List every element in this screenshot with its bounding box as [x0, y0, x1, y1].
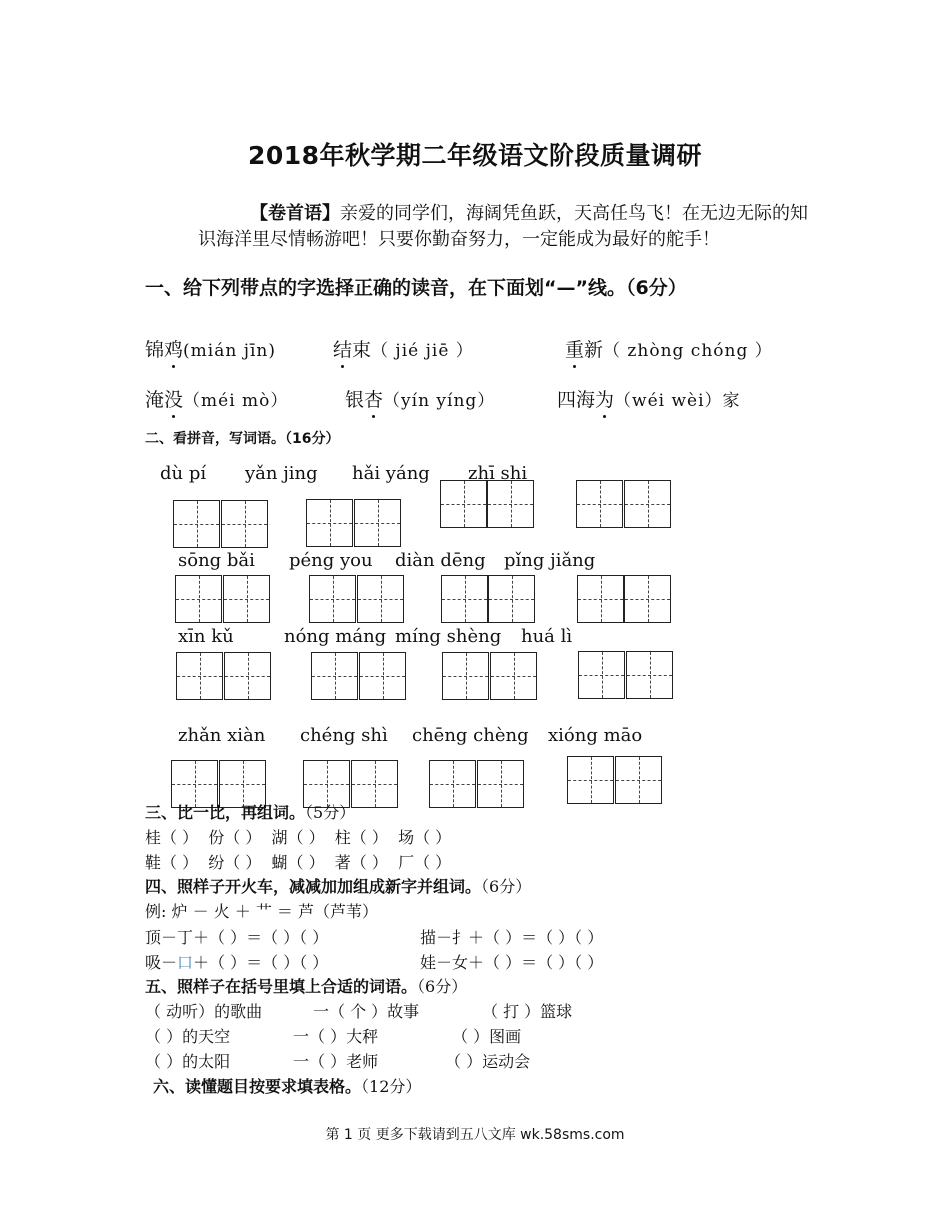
pinyin-label: xióng māo: [548, 725, 643, 746]
q6-title: 六、读懂题目按要求填表格。（12分）: [153, 1077, 422, 1096]
writing-box[interactable]: [487, 480, 534, 528]
writing-box[interactable]: [488, 575, 535, 623]
q1-item: 银杏（yín yíng）: [345, 385, 495, 412]
pinyin-label: hǎi yáng: [352, 463, 430, 484]
writing-box[interactable]: [567, 756, 614, 804]
writing-box[interactable]: [311, 652, 358, 700]
q5-cell: 一（ ）老师: [293, 1052, 379, 1071]
q5-cell: （ 动听）的歌曲: [145, 1002, 263, 1021]
pinyin-label: míng shèng: [395, 626, 502, 647]
intro-paragraph: [198, 201, 808, 253]
q5-title: 五、照样子在括号里填上合适的词语。（6分）: [145, 977, 468, 996]
q4-row: 顶－丁＋（ ）＝（ ）（ ）: [145, 928, 329, 947]
writing-box[interactable]: [175, 575, 222, 623]
writing-box[interactable]: [441, 575, 488, 623]
writing-box[interactable]: [490, 652, 537, 700]
q3-row: 鞋（ ） 纷（ ） 蝴（ ） 著（ ） 厂（ ）: [145, 853, 452, 872]
writing-box[interactable]: [306, 499, 353, 547]
pinyin-label: zhǎn xiàn: [178, 725, 266, 746]
writing-box[interactable]: [429, 760, 476, 808]
pinyin-label: péng you: [289, 550, 373, 571]
q4-row: 娃－女＋（ ）＝（ ）（ ）: [420, 953, 604, 972]
page-title: 2018年秋学期二年级语文阶段质量调研: [247, 141, 703, 170]
q5-cell: 一（ ）大秤: [293, 1027, 379, 1046]
q1-item: 四海为（wéi wèi）家: [557, 385, 741, 412]
pinyin-label: pǐng jiǎng: [504, 550, 596, 571]
pinyin-label: sōng bǎi: [178, 550, 255, 571]
q5-cell: （ ）的太阳: [145, 1052, 231, 1071]
q1-item: 结束（ jié jiē ）: [333, 335, 474, 362]
writing-box[interactable]: [224, 652, 271, 700]
q4-row: 描－扌＋（ ）＝（ ）（ ）: [420, 928, 604, 947]
writing-box[interactable]: [624, 575, 671, 623]
pinyin-label: nóng máng: [284, 626, 387, 647]
writing-box[interactable]: [615, 756, 662, 804]
writing-box[interactable]: [351, 760, 398, 808]
writing-box[interactable]: [442, 652, 489, 700]
q5-cell: 一（ 个 ）故事: [313, 1002, 420, 1021]
writing-box[interactable]: [357, 575, 404, 623]
q1-item: 重新（ zhòng chóng ）: [565, 335, 773, 362]
writing-box[interactable]: [176, 652, 223, 700]
pinyin-label: diàn dēng: [395, 550, 486, 571]
q4-title: 四、照样子开火车，减减加加组成新字并组词。（6分）: [145, 877, 532, 896]
q4-example: 例: 炉 － 火 ＋ 艹 ＝ 芦（芦苇）: [145, 902, 378, 921]
writing-box[interactable]: [173, 500, 220, 548]
q5-cell: （ ）运动会: [445, 1052, 531, 1071]
pinyin-label: chēng chèng: [412, 725, 529, 746]
pinyin-label: xīn kǔ: [178, 626, 234, 647]
page-footer: 第 1 页 更多下载请到五八文库 wk.58sms.com: [325, 1127, 625, 1143]
q1-title: 一、给下列带点的字选择正确的读音，在下面划“—”线。（6分）: [145, 277, 687, 299]
pinyin-label: huá lì: [521, 626, 573, 647]
pinyin-label: yǎn jing: [245, 463, 318, 484]
writing-box[interactable]: [576, 480, 623, 528]
writing-box[interactable]: [624, 480, 671, 528]
writing-box[interactable]: [223, 575, 270, 623]
writing-box[interactable]: [440, 480, 487, 528]
writing-box[interactable]: [221, 500, 268, 548]
writing-box[interactable]: [626, 651, 673, 699]
q3-title: 三、比一比，再组词。（5分）: [145, 803, 356, 822]
q1-item: 淹没（méi mò）: [145, 385, 288, 412]
q1-item: 锦鸡(mián jīn): [145, 335, 276, 362]
writing-box[interactable]: [577, 575, 624, 623]
writing-box[interactable]: [578, 651, 625, 699]
writing-box[interactable]: [309, 575, 356, 623]
q2-title: 二、看拼音，写词语。（16分）: [145, 431, 340, 447]
q5-cell: （ ）图画: [452, 1027, 522, 1046]
pinyin-label: dù pí: [160, 463, 207, 484]
q5-cell: （ 打 ）篮球: [482, 1002, 573, 1021]
writing-box[interactable]: [359, 652, 406, 700]
q5-cell: （ ）的天空: [145, 1027, 231, 1046]
pinyin-label: chéng shì: [300, 725, 388, 746]
q3-row: 桂（ ） 份（ ） 湖（ ） 柱（ ） 场（ ）: [145, 828, 452, 847]
pinyin-label: zhī shi: [468, 463, 528, 484]
q4-row: 吸－口＋（ ）＝（ ）（ ）: [145, 953, 329, 972]
writing-box[interactable]: [354, 499, 401, 547]
writing-box[interactable]: [477, 760, 524, 808]
intro-label: 【卷首语】: [250, 203, 340, 224]
intro-text: 亲爱的同学们，海阔凭鱼跃，天高任鸟飞！在无边无际的知识海洋里尽情畅游吧！只要你勤奋努力，一定能成为最好的舵手！: [198, 203, 808, 250]
